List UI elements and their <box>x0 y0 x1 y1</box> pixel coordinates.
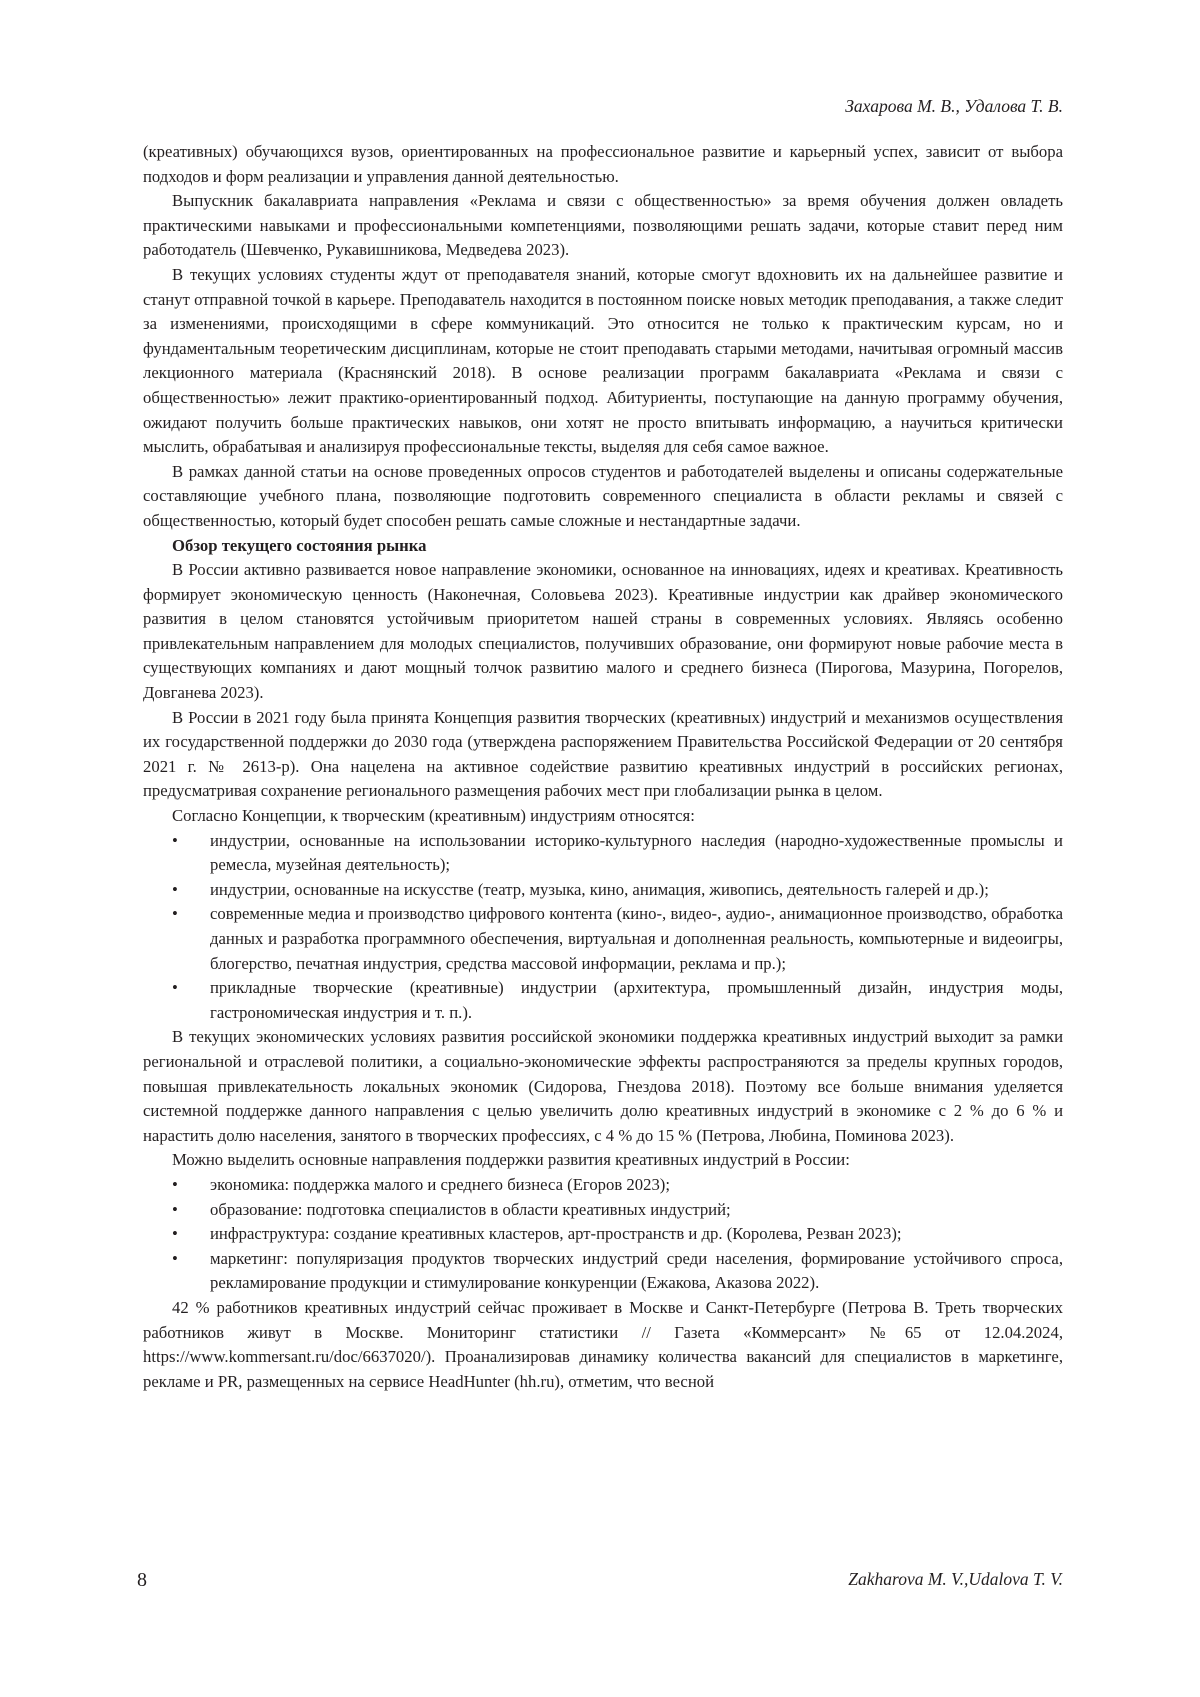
list-item-text: образование: подготовка специалистов в области креативных индустрий; <box>210 1199 731 1219</box>
bullet-icon: • <box>172 904 178 924</box>
list-item <box>143 878 1063 903</box>
bullet-icon: • <box>172 830 178 850</box>
running-header-authors: Захарова М. В., Удалова Т. В. <box>845 96 1063 116</box>
creative-industries-list <box>143 829 1063 1026</box>
paragraph: В рамках данной статьи на основе проведенных опросов студентов и работодателей выделены и описаны содержательные составляющие учебного плана, позволяющие подготовить современного специалиста в области рекламы и связей с общественностью, который будет способен решать самые сложные и нестандартные задачи. <box>143 461 1063 530</box>
running-footer-authors: Zakharova M. V.,Udalova T. V. <box>848 1569 1063 1589</box>
paragraph: В России в 2021 году была принята Концепция развития творческих (креативных) индустрий и механизмов осуществления их государственной поддержки до 2030 года (утверждена распоряжением Правительства Российской Федерации от 20 сентября 2021 г. № 2613-р). Она нацелена на активное содействие развитию креативных индустрий в российских регионах, предусматривая сохранение регионального размещения рабочих мест при глобализации рынка в целом. <box>143 707 1063 801</box>
paragraph: 42 % работников креативных индустрий сейчас проживает в Москве и Санкт-Петербурге (Петрова В. Треть творческих работников живут в Москве. Мониторинг статистики // Газета «Коммерсант» №65 от 12.04.2024, https://www.kommersant.ru/doc/6637020/). Проанализировав динамику количества вакансий для специалистов в маркетинге, рекламе и PR, размещенных на сервисе HeadHunter (hh.ru), отметим, что весной <box>143 1297 1063 1391</box>
bullet-icon: • <box>172 978 178 998</box>
list-item-text: инфраструктура: создание креативных кластеров, арт-пространств и др. (Королева, Резван 2023); <box>210 1224 902 1244</box>
list-item-text: индустрии, основанные на использовании историко-культурного наследия (народно-художественные промыслы и ремесла, музейная деятельность); <box>210 830 1063 875</box>
page-number: 8 <box>137 1569 147 1591</box>
list-item-text: прикладные творческие (креативные) индустрии (архитектура, промышленный дизайн, индустрия моды, гастрономическая индустрия и т. п.). <box>210 978 1063 1022</box>
paragraph: В России активно развивается новое направление экономики, основанное на инновациях, идеях и креативах. Креативность формирует экономическую ценность (Наконечная, Соловьева 2023). Креативные индустрии как драйвер экономического развития в целом становятся устойчивым приоритетом нашей страны в современных условиях. Являясь особенно привлекательным направлением для молодых специалистов, получивших образование, они формируют новые рабочие места в существующих компаниях и дают мощный толчок развитию малого и среднего бизнеса (Пирогова, Мазурина, Погорелов, Довганева 2023). <box>143 560 1063 703</box>
list-item-text: экономика: поддержка малого и среднего бизнеса (Егоров 2023); <box>210 1174 670 1194</box>
paragraph: Выпускник бакалавриата направления «Реклама и связи с общественностью» за время обучения должен овладеть практическими навыками и профессиональными компетенциями, позволяющими решать задачи, которые ставит перед ним работодатель (Шевченко, Рукавишникова, Медведева 2023). <box>143 191 1063 260</box>
bullet-icon: • <box>172 1248 178 1268</box>
list-item <box>143 902 1063 976</box>
bullet-icon: • <box>172 1174 178 1194</box>
list-item-text: индустрии, основанные на искусстве (театр, музыка, кино, анимация, живопись, деятельность галерей и др.); <box>210 879 989 899</box>
list-item <box>143 1173 1063 1198</box>
bullet-icon: • <box>172 1199 178 1219</box>
list-item <box>143 976 1063 1025</box>
bullet-icon: • <box>172 879 178 899</box>
list-item-text: маркетинг: популяризация продуктов творческих индустрий среди населения, формирование устойчивого спроса, рекламирование продукции и стимулирование конкуренции (Ежакова, Аказова 2022). <box>210 1248 1063 1293</box>
paragraph: В текущих условиях студенты ждут от преподавателя знаний, которые смогут вдохновить их на дальнейшее развитие и станут отправной точкой в карьере. Преподаватель находится в постоянном поиске новых методик преподавания, а также следит за изменениями, происходящими в сфере коммуникаций. Это относится не только к практическим курсам, но и фундаментальным теоретическим дисциплинам, которые не стоит преподавать старыми методами, начитывая огромный массив лекционного материала (Краснянский 2018). В основе реализации программ бакалавриата «Реклама и связи с общественностью» лежит практико-ориентированный подход. Абитуриенты, поступающие на данную программу обучения, ожидают получить больше практических навыков, они хотят не просто впитывать информацию, а научиться критически мыслить, обрабатывая и анализируя профессиональные тексты, выделяя для себя самое важное. <box>143 264 1063 457</box>
paragraph: (креативных) обучающихся вузов, ориентированных на профессиональное развитие и карьерный успех, зависит от выбора подходов и форм реализации и управления данной деятельностью. <box>143 142 1063 186</box>
article-body <box>143 140 1063 1394</box>
paragraph: Можно выделить основные направления поддержки развития креативных индустрий в России: <box>172 1150 850 1170</box>
paragraph: Согласно Концепции, к творческим (креативным) индустриям относятся: <box>172 806 695 826</box>
list-item <box>143 1198 1063 1223</box>
section-heading: Обзор текущего состояния рынка <box>172 535 427 555</box>
list-item <box>143 1222 1063 1247</box>
bullet-icon: • <box>172 1224 178 1244</box>
support-directions-list <box>143 1173 1063 1296</box>
list-item <box>143 1247 1063 1296</box>
list-item-text: современные медиа и производство цифрового контента (кино-, видео-, аудио-, анимационное производство, обработка данных и разработка программного обеспечения, виртуальная и дополненная реальность, компьютерные и видеоигры, блогерство, печатная индустрия, средства массовой информации, реклама и пр.); <box>210 904 1063 973</box>
list-item <box>143 829 1063 878</box>
paragraph: В текущих экономических условиях развития российской экономики поддержка креативных индустрий выходит за рамки региональной и отраслевой политики, а социально-экономические эффекты распространяются за пределы крупных городов, повышая привлекательность локальных экономик (Сидорова, Гнездова 2018). Поэтому все больше внимания уделяется системной поддержке данного направления с целью увеличить долю креативных индустрий в экономике с 2 % до 6 % и нарастить долю населения, занятого в творческих профессиях, с 4 % до 15 % (Петрова, Любина, Поминова 2023). <box>143 1027 1063 1145</box>
